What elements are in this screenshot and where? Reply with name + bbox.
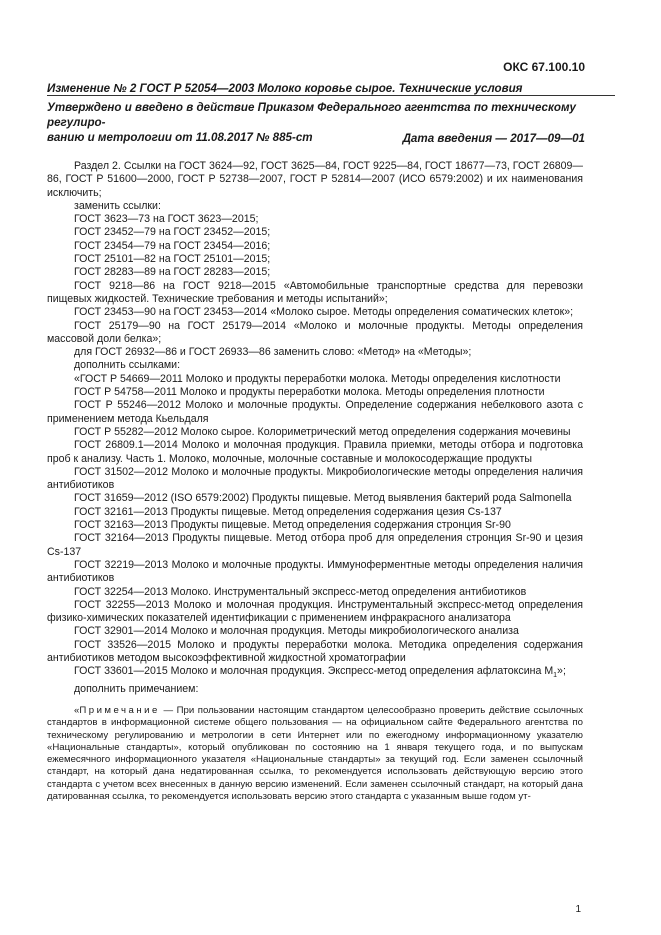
approval-line-2: ванию и метрологии от 11.08.2017 № 885-ст — [47, 131, 313, 144]
paragraph: ГОСТ 32255—2013 Молоко и молочная продукция. Инструментальный экспресс-метод определения физико-химических показателей идентификации с применением инфракрасного анализатора — [47, 598, 583, 625]
paragraph: ГОСТ 32161—2013 Продукты пищевые. Метод определения содержания цезия Cs-137 — [74, 505, 502, 518]
note-label: Примечание — [79, 704, 160, 716]
paragraph-end: »; — [557, 665, 566, 678]
paragraph: ГОСТ 23452—79 на ГОСТ 23452—2015; — [74, 226, 271, 239]
paragraph: ГОСТ 32254—2013 Молоко. Инструментальный экспресс-метод определения антибиотиков — [74, 585, 527, 598]
paragraph: ГОСТ 32901—2014 Молоко и молочная продукция. Методы микробиологического анализа — [74, 625, 519, 638]
paragraph: ГОСТ 25179—90 на ГОСТ 25179—2014 «Молоко и молочные продукты. Методы определения массовой доли белка»; — [47, 319, 583, 345]
paragraph: ГОСТ Р 55246—2012 Молоко и молочные продукты. Определение содержания небелкового азота с применением метода Кьельдаля — [47, 399, 583, 425]
paragraph: ГОСТ 33526—2015 Молоко и продукты переработки молока. Методика определения содержания антибиотиков методом высокоэффективной жидкостной хроматографии — [47, 638, 583, 664]
paragraph: ГОСТ 23454—79 на ГОСТ 23454—2016; — [74, 239, 271, 252]
paragraph: ГОСТ Р 55282—2012 Молоко сырое. Колориметрический метод определения содержания мочевины — [74, 425, 571, 438]
paragraph: дополнить примечанием: — [74, 682, 199, 695]
paragraph: дополнить ссылками: — [74, 359, 181, 372]
subscript: 1 — [553, 672, 558, 680]
paragraph-text: ГОСТ 33601—2015 Молоко и молочная продукция. Экспресс-метод определения афлатоксина M — [74, 665, 554, 678]
paragraph: ГОСТ 25101—82 на ГОСТ 25101—2015; — [74, 253, 271, 266]
paragraph: ГОСТ 28283—89 на ГОСТ 28283—2015; — [74, 266, 271, 279]
note-text: — При пользовании настоящим стандартом целесообразно проверить действие ссылочных стандартов в информационной системе общего пользования — на официальном сайте Федерального агентства по техническому регулированию и метрологии в сети Интернет или по ежегодному информационному указателю «Национальные стандарты», который опубликован по состоянию на 1 января текущего года, и по выпускам ежемесячного информационного указателя «Национальные стандарты» за текущий год. Если заменен ссылочный стандарт, на который дана недатированная ссылка, то рекомендуется использовать действующую версию этого стандарта с учетом всех внесенных в данную версию изменений. Если заменен ссылочный стандарт, на который дана датированная ссылка, то рекомендуется использовать версию этого стандарта с указанным выше годом ут- — [47, 704, 583, 803]
paragraph: ГОСТ 32219—2013 Молоко и молочные продукты. Иммуноферментные методы определения наличия антибиотиков — [47, 558, 583, 585]
paragraph: заменить ссылки: — [74, 199, 161, 212]
paragraph: Раздел 2. Ссылки на ГОСТ 3624—92, ГОСТ 3625—84, ГОСТ 9225—84, ГОСТ 18677—73, ГОСТ 26809—86, ГОСТ Р 51600—2000, ГОСТ Р 52738—2007, ГОСТ Р 52814—2007 (ИСО 6579:2002) и их наименования исключить; — [47, 160, 583, 199]
okc-code: ОКС 67.100.10 — [503, 60, 585, 74]
paragraph: ГОСТ 31502—2012 Молоко и молочные продукты. Микробиологические методы определения наличия антибиотиков — [47, 465, 583, 492]
paragraph: ГОСТ 3623—73 на ГОСТ 3623—2015; — [74, 213, 259, 226]
paragraph: ГОСТ Р 54758—2011 Молоко и продукты переработки молока. Методы определения плотности — [74, 386, 545, 399]
page-number: 1 — [575, 904, 581, 915]
paragraph: «ГОСТ Р 54669—2011 Молоко и продукты переработки молока. Методы определения кислотности — [74, 372, 561, 385]
paragraph: ГОСТ 26809.1—2014 Молоко и молочная продукция. Правила приемки, методы отбора и подготовка проб к анализу. Часть 1. Молоко, молочные, молочные составные и молокосодержащие продукты — [47, 439, 583, 465]
document-body — [47, 160, 583, 803]
paragraph: ГОСТ 32163—2013 Продукты пищевые. Метод определения содержания стронция Sr-90 — [74, 519, 511, 532]
introduction-date: Дата введения — 2017—09—01 — [402, 132, 585, 145]
paragraph: ГОСТ 32164—2013 Продукты пищевые. Метод отбора проб для определения стронция Sr-90 и цезия Cs-137 — [47, 532, 583, 558]
title-divider — [47, 95, 615, 96]
approval-line-1: Утверждено и введено в действие Приказом Федерального агентства по техническому регулиро- — [47, 101, 576, 129]
paragraph — [47, 665, 583, 682]
paragraph: для ГОСТ 26932—86 и ГОСТ 26933—86 заменить слово: «Метод» на «Методы»; — [74, 346, 472, 359]
paragraph: ГОСТ 9218—86 на ГОСТ 9218—2015 «Автомобильные транспортные средства для перевозки пищевых жидкостей. Технические требования и методы испытаний»; — [47, 279, 583, 305]
paragraph: ГОСТ 31659—2012 (ISO 6579:2002) Продукты пищевые. Метод выявления бактерий рода Salmonella — [74, 492, 572, 505]
amendment-title: Изменение № 2 ГОСТ Р 52054—2003 Молоко коровье сырое. Технические условия — [47, 82, 523, 95]
note-paragraph — [47, 705, 583, 803]
note-open-quote: « — [74, 704, 80, 716]
paragraph: ГОСТ 23453—90 на ГОСТ 23453—2014 «Молоко сырое. Методы определения соматических клеток»; — [74, 306, 574, 319]
